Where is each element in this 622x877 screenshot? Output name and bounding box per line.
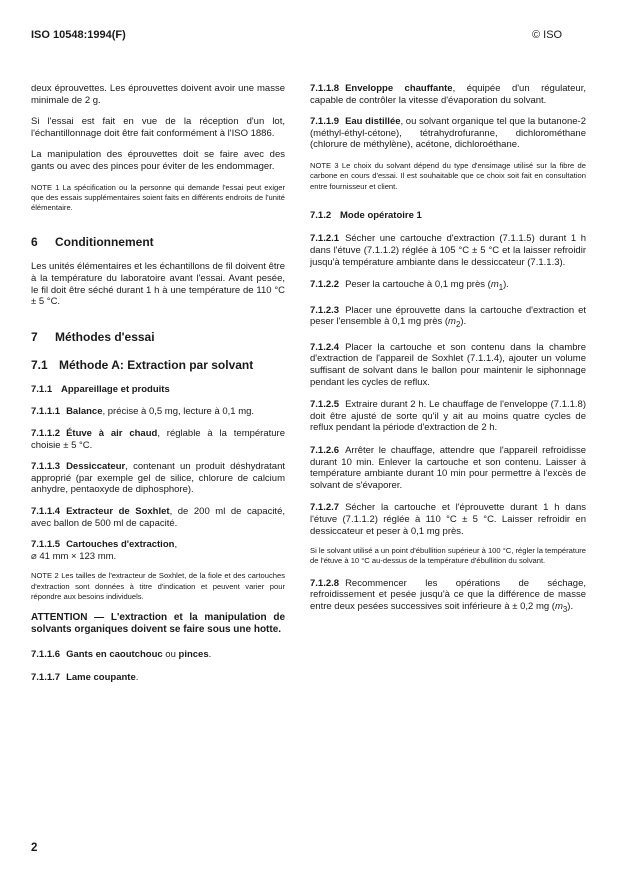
step-7-1-2-5: 7.1.2.5 Extraire durant 2 h. Le chauffage de l'enveloppe (7.1.1.8) doit être ajusté de sorte qu'il y ait au moins quatre cycles de reflux pendant la période d'extraction de 2 h.: [310, 399, 586, 434]
item-7-1-1-4: 7.1.1.4 Extracteur de Soxhlet, de 200 ml de capacité, avec ballon de 500 ml de capacité.: [31, 505, 285, 529]
section-title: Méthodes d'essai: [55, 329, 155, 344]
item-7-1-1-2: 7.1.1.2 Étuve à air chaud, réglable à la température choisie ± 5 °C.: [31, 428, 285, 451]
left-column: [31, 83, 285, 683]
section-title: Conditionnement: [55, 235, 154, 250]
item-7-1-1-9: 7.1.1.9 Eau distillée, ou solvant organique tel que la butanone-2 (méthyl-éthyl-cétone), tétrahydrofuranne, dichlorométhane (chlorure de méthylène), acétone, dichloroéthane.: [310, 116, 587, 151]
section-7-1-2-heading: [310, 210, 586, 222]
item-7-1-1-6: 7.1.1.6 Gants en caoutchouc ou pinces.: [31, 649, 212, 661]
paragraph-handling: La manipulation des éprouvettes doit se faire avec des gants ou avec des pinces pour éviter de les endommager.: [31, 149, 285, 172]
step-7-1-2-8: 7.1.2.8 Recommencer les opérations de séchage, refroidissement et pesée jusqu'à ce que la différence de masse entre deux pesées successives soit inférieure à ± 0,2 mg $(m_3)$.: [310, 577, 586, 614]
note-3: NOTE 3 Le choix du solvant dépend du type d'ensimage utilisé sur la fibre de carbone en cours d'essai. Il est souhaitable que ce choix soit fait en consultation entre fournisseur et client.: [310, 160, 586, 191]
section-number: 7.1.1: [31, 383, 53, 395]
step-7-1-2-6: 7.1.2.6 Arrêter le chauffage, attendre que l'appareil refroidisse durant 10 min. Enlever la cartouche et son contenu. Laisser à température ambiante durant 10 min pour permettre à l'excès de solvant de s'évaporer.: [310, 444, 586, 491]
paragraph-specimen-mass: deux éprouvettes. Les éprouvettes doivent avoir une masse minimale de 2 g.: [31, 83, 285, 106]
item-7-1-1-1: 7.1.1.1 Balance, précise à 0,5 mg, lecture à 0,1 mg.: [31, 406, 255, 418]
section-title: Mode opératoire 1: [340, 209, 422, 221]
item-7-1-1-7: 7.1.1.7 Lame coupante.: [31, 671, 139, 683]
section-title: Méthode A: Extraction par solvant: [59, 357, 254, 372]
note-2: NOTE 2 Les tailles de l'extracteur de Soxhlet, de la fiole et des cartouches d'extraction sont données à titre d'indication et peuvent varier pour répondre aux besoins individuels.: [31, 571, 285, 601]
right-column: [310, 83, 586, 615]
section-7-1-1-heading: [31, 384, 285, 396]
section-7-heading: [31, 330, 285, 344]
item-7-1-1-3: 7.1.1.3 Dessiccateur, contenant un produit déshydratant approprié (par exemple gel de silice, chlorure de calcium anhydre, pentaoxyde de diphosphore).: [31, 461, 285, 496]
step-7-1-2-1: 7.1.2.1 Sécher une cartouche d'extraction (7.1.1.5) durant 1 h dans l'étuve (7.1.1.2) réglée à 105 °C ± 5 °C et la laisser refroidir jusqu'à température ambiante dans le dessiccateur (7.1.1.3).: [310, 233, 586, 268]
paragraph-sampling: Si l'essai est fait en vue de la réception d'un lot, l'échantillonnage doit être fait conformément à l'ISO 1886.: [31, 116, 285, 139]
page-number: 2: [31, 842, 38, 854]
item-7-1-1-5: 7.1.1.5 Cartouches d'extraction, ⌀ 41 mm × 123 mm.: [31, 539, 178, 562]
item-7-1-1-8: 7.1.1.8 Enveloppe chauffante, équipée d'un régulateur, capable de contrôler la vitesse d'évaporation du solvant.: [310, 83, 586, 106]
section-title: Appareillage et produits: [61, 383, 170, 395]
step-7-1-2-7-note: Si le solvant utilisé a un point d'ébullition supérieur à 100 °C, régler la température de l'étuve à 10 °C au-dessus de la température d'ébullition du solvant.: [310, 546, 586, 566]
step-7-1-2-2: 7.1.2.2 Peser la cartouche à 0,1 mg près $(m_1)$.: [310, 279, 509, 293]
section-6-heading: [31, 235, 285, 249]
section-number: 6: [31, 235, 38, 250]
attention-warning: ATTENTION — L'extraction et la manipulation de solvants organiques doivent se faire sous une hotte.: [31, 612, 285, 636]
section-number: 7.1: [31, 357, 48, 372]
section-7-1-heading: [31, 358, 285, 372]
section-number: 7: [31, 329, 38, 344]
step-7-1-2-4: 7.1.2.4 Placer la cartouche et son contenu dans la chambre d'extraction de l'appareil de Soxhlet (7.1.1.4), ajouter un volume suffisant de solvant dans le ballon pour maintenir le siphonnage pendant les cycles de reflux.: [310, 341, 586, 388]
step-7-1-2-7: 7.1.2.7 Sécher la cartouche et l'éprouvette durant 1 h dans l'étuve (7.1.1.2) réglée à 110 °C ± 5 °C. Laisser refroidir en dessiccateur et peser à 0,1 mg près.: [310, 502, 586, 537]
standard-reference: ISO 10548:1994(F): [31, 29, 126, 41]
copyright-mark: © ISO: [532, 29, 563, 41]
step-7-1-2-3: 7.1.2.3 Placer une éprouvette dans la cartouche d'extraction et peser l'ensemble à 0,1 mg près $(m_2)$.: [310, 304, 586, 330]
section-number: 7.1.2: [310, 209, 332, 221]
paragraph-conditioning: Les unités élémentaires et les échantillons de fil doivent être à la température du laboratoire avant l'essai. Avant pesée, le fil doit être séché durant 1 h à une température de 110 °C ± 5 °C.: [31, 261, 285, 308]
cartridge-dimensions: ⌀ 41 mm × 123 mm.: [31, 550, 117, 562]
note-1: NOTE 1 La spécification ou la personne qui demande l'essai peut exiger que des essais supplémentaires soient faits en différents endroits de l'unité élémentaire.: [31, 182, 285, 213]
